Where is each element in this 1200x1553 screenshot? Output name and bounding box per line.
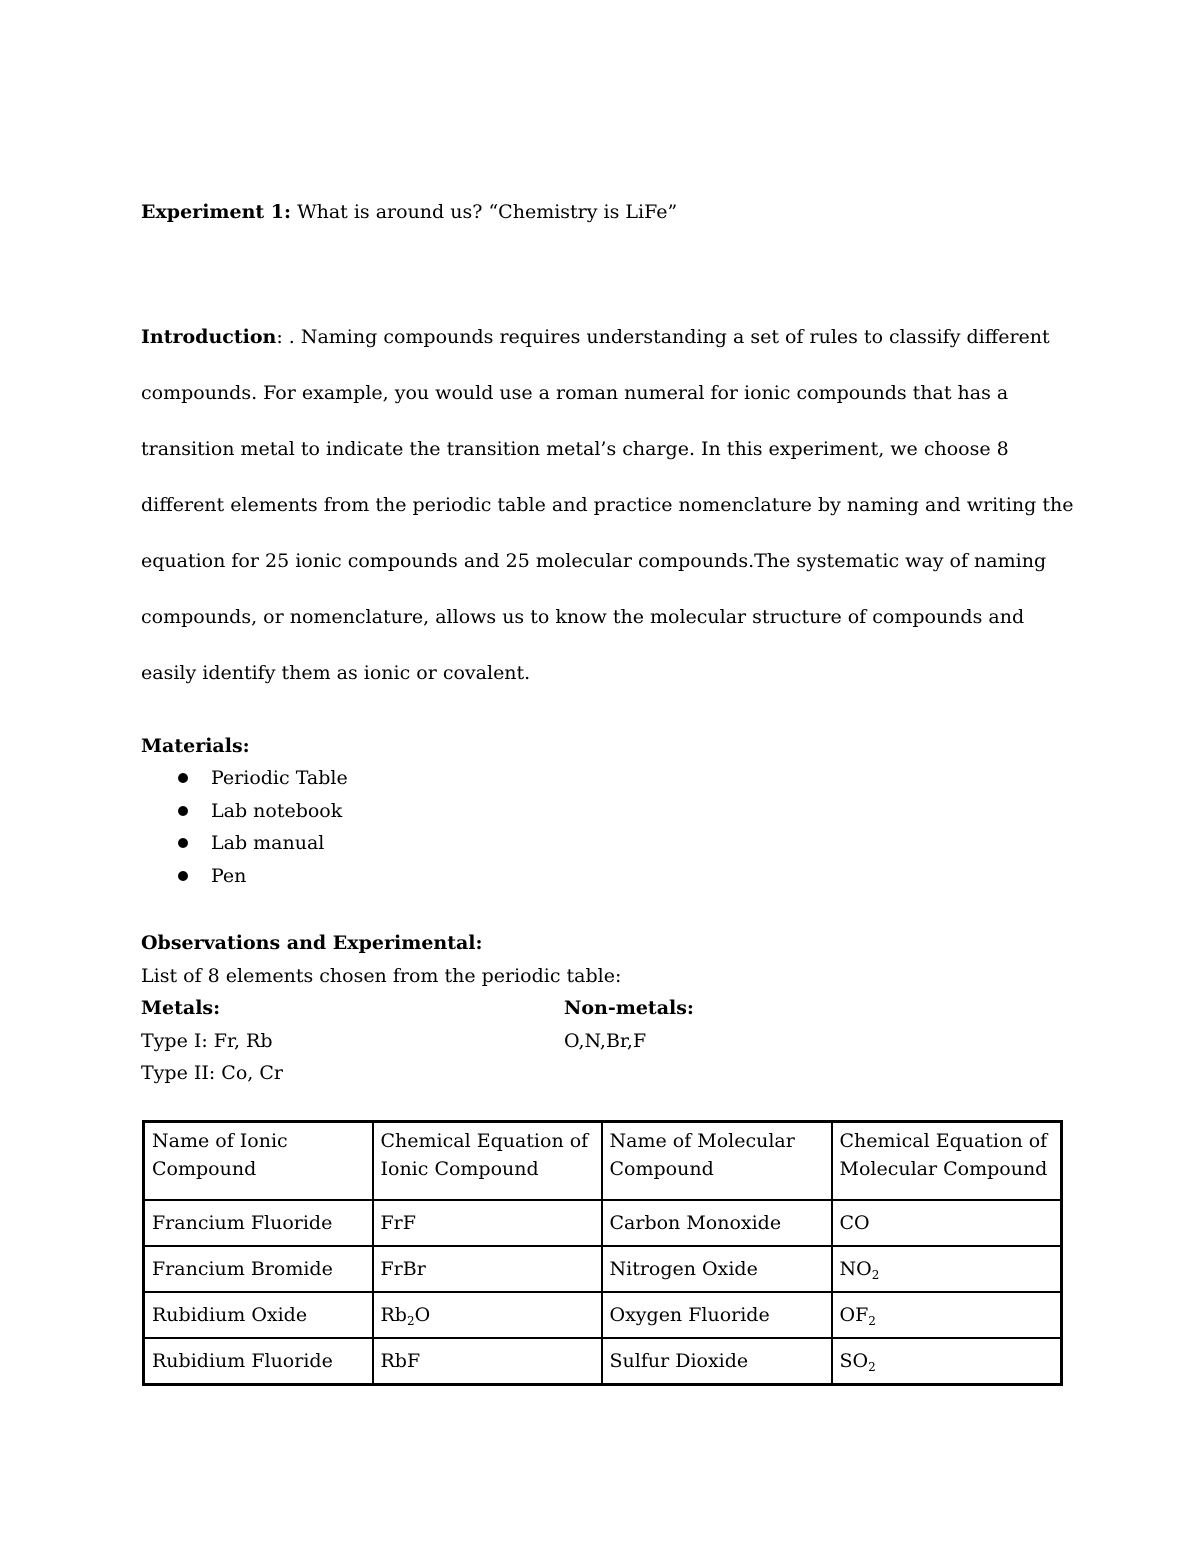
intro-line-text: : . Naming compounds requires understanding a set of rules to classify different	[276, 326, 1050, 348]
observations-heading-text: Observations and Experimental:	[141, 932, 483, 954]
intro-line: equation for 25 ionic compounds and 25 molecular compounds.The systematic way of naming	[141, 550, 1047, 572]
molecular-name-cell: Nitrogen Oxide	[602, 1246, 832, 1292]
nonmetals-section	[564, 992, 694, 1057]
formula-base: FrF	[380, 1212, 416, 1234]
nonmetals-list: O,N,Br,F	[564, 1029, 647, 1052]
ionic-formula-cell	[373, 1338, 602, 1385]
molecular-name-cell: Carbon Monoxide	[602, 1200, 832, 1246]
experiment-title	[141, 198, 677, 226]
molecular-formula-cell	[832, 1292, 1062, 1338]
elements-intro: List of 8 elements chosen from the periodic table:	[141, 964, 622, 987]
metals-type-2: Type II: Co, Cr	[141, 1062, 283, 1084]
experiment-label: Experiment 1:	[141, 201, 292, 223]
intro-line: transition metal to indicate the transition metal’s charge. In this experiment, we choose 8	[141, 438, 1009, 460]
molecular-formula-cell	[832, 1200, 1062, 1246]
intro-line: different elements from the periodic table and practice nomenclature by naming and writing the	[141, 494, 1074, 516]
formula-base: SO	[839, 1350, 869, 1372]
header-line: Molecular Compound	[839, 1158, 1048, 1180]
table-row	[144, 1338, 1062, 1385]
ionic-name-cell: Rubidium Oxide	[144, 1292, 373, 1338]
metals-heading	[141, 992, 621, 1025]
table-row	[144, 1200, 1062, 1246]
formula-base: NO	[839, 1258, 872, 1280]
header-ionic-name	[144, 1122, 373, 1201]
header-line: Compound	[152, 1158, 257, 1180]
bullet-icon	[178, 871, 188, 881]
header-line: Compound	[609, 1158, 714, 1180]
formula-tail: O	[414, 1304, 431, 1326]
formula-subscript: 2	[871, 1268, 880, 1282]
formula-base: OF	[839, 1304, 869, 1326]
formula-base: FrBr	[380, 1258, 426, 1280]
formula-base: RbF	[380, 1350, 421, 1372]
header-line: Name of Ionic	[152, 1130, 288, 1152]
materials-list	[141, 764, 348, 894]
bullet-icon	[178, 773, 188, 783]
ionic-formula-cell	[373, 1246, 602, 1292]
list-item-text: Pen	[211, 864, 247, 887]
ionic-name-cell: Rubidium Fluoride	[144, 1338, 373, 1385]
list-item-text: Periodic Table	[211, 767, 348, 789]
formula-base: CO	[839, 1212, 870, 1234]
observations-heading	[141, 927, 621, 960]
header-line: Name of Molecular	[609, 1130, 795, 1152]
ionic-formula-cell	[373, 1292, 602, 1338]
molecular-formula-cell	[832, 1246, 1062, 1292]
ionic-formula-cell	[373, 1200, 602, 1246]
materials-heading	[141, 732, 250, 760]
nonmetals-heading-text: Non-metals:	[564, 997, 694, 1019]
list-item-text: Lab manual	[211, 832, 325, 854]
ionic-name-cell: Francium Fluoride	[144, 1200, 373, 1246]
ionic-name-cell: Francium Bromide	[144, 1246, 373, 1292]
header-molecular-name	[602, 1122, 832, 1201]
molecular-name-cell: Sulfur Dioxide	[602, 1338, 832, 1385]
list-item	[141, 862, 348, 895]
table-row	[144, 1246, 1062, 1292]
metals-type-1: Type I: Fr, Rb	[141, 1029, 273, 1052]
formula-subscript: 2	[868, 1314, 876, 1328]
bullet-icon	[178, 806, 188, 816]
metals-heading-text: Metals:	[141, 997, 221, 1019]
intro-line: compounds, or nomenclature, allows us to know the molecular structure of compounds and	[141, 606, 1025, 628]
header-line: Chemical Equation of	[380, 1130, 589, 1152]
materials-heading-text: Materials:	[141, 735, 250, 757]
bullet-icon	[178, 838, 188, 848]
formula-subscript: 2	[868, 1360, 876, 1374]
observations-section	[141, 927, 621, 1090]
table-row	[144, 1292, 1062, 1338]
intro-line: compounds. For example, you would use a roman numeral for ionic compounds that has a	[141, 382, 1009, 404]
header-line: Ionic Compound	[380, 1158, 539, 1180]
introduction-label: Introduction	[141, 326, 277, 348]
intro-line: easily identify them as ionic or covalent.	[141, 662, 531, 684]
molecular-formula-cell	[832, 1338, 1062, 1385]
experiment-title-text: What is around us? “Chemistry is LiFe”	[291, 201, 678, 223]
molecular-name-cell: Oxygen Fluoride	[602, 1292, 832, 1338]
list-item	[141, 829, 348, 862]
header-ionic-formula	[373, 1122, 602, 1201]
compounds-table	[142, 1120, 1063, 1386]
nonmetals-heading	[564, 992, 694, 1025]
list-item	[141, 797, 348, 830]
table-header-row	[144, 1122, 1062, 1201]
introduction-paragraph	[141, 309, 1074, 701]
formula-base: Rb	[380, 1304, 407, 1326]
list-item-text: Lab notebook	[211, 799, 343, 822]
formula-subscript: 2	[406, 1314, 415, 1328]
intro-line	[141, 309, 1061, 365]
list-item	[141, 764, 348, 797]
header-line: Chemical Equation of	[839, 1130, 1048, 1152]
header-molecular-formula	[832, 1122, 1062, 1201]
